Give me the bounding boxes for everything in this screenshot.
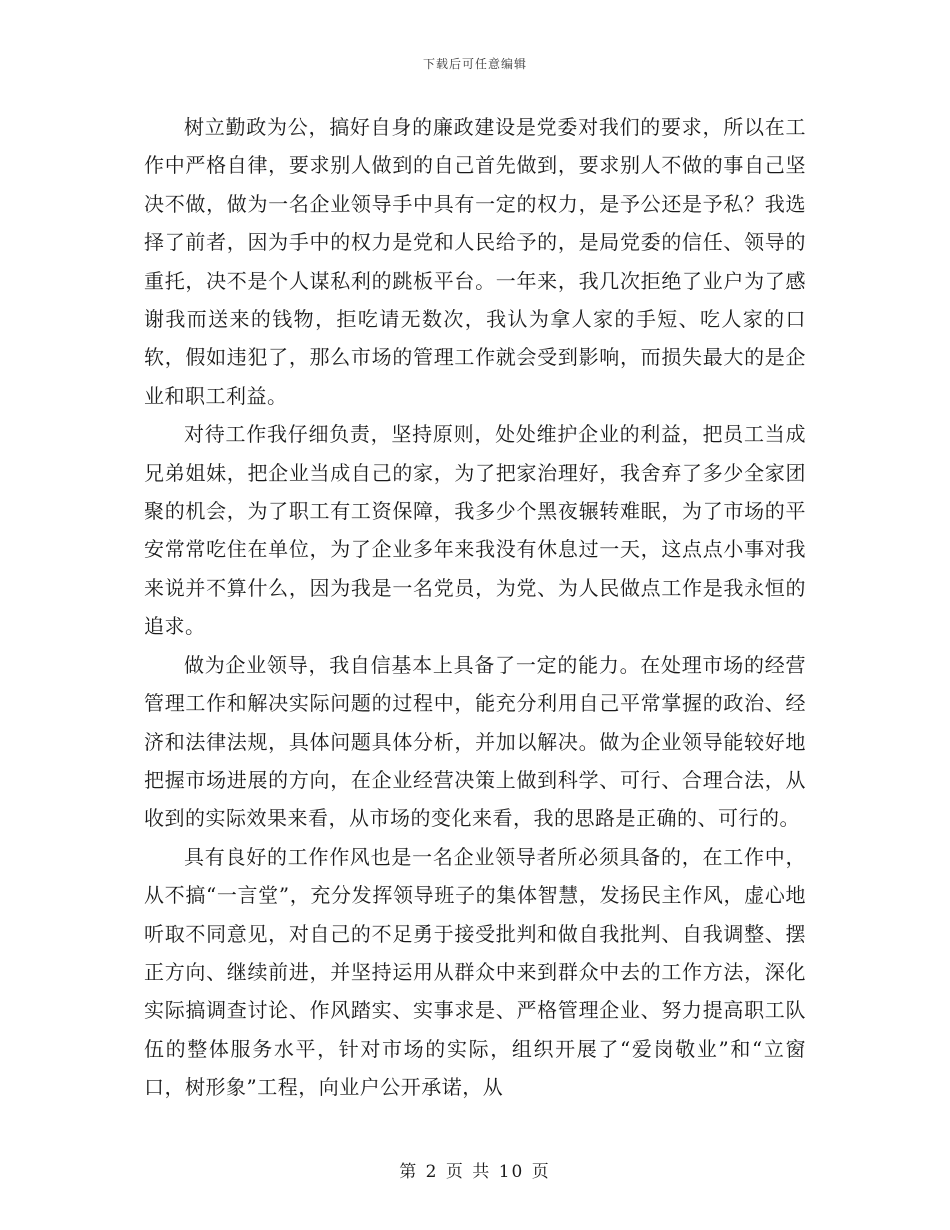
paragraph-2: 对待工作我仔细负责，坚持原则，处处维护企业的利益，把员工当成兄弟姐妹，把企业当成自己的家，为了把家治理好，我舍弃了多少全家团聚的机会，为了职工有工资保障，我多少个黑夜辗转难眠，为了市场的平安常常吃住在单位，为了企业多年来我没有休息过一天，这点点小事对我来说并不算什么，因为我是一名党员，为党、为人民做点工作是我永恒的追求。 bbox=[144, 422, 806, 639]
paragraph-4: 具有良好的工作作风也是一名企业领导者所必须具备的，在工作中，从不搞“一言堂”，充分发挥领导班子的集体智慧，发扬民主作风，虚心地听取不同意见，对自己的不足勇于接受批判和做自我批判、自我调整、摆正方向、继续前进，并坚持运用从群众中来到群众中去的工作方法，深化实际搞调查讨论、作风踏实、实事求是、严格管理企业、努力提高职工队伍的整体服务水平，针对市场的实际，组织开展了“爱岗敬业”和“立窗口，树形象”工程，向业户公开承诺，从 bbox=[144, 844, 806, 1100]
page-header: 下载后可任意编辑 bbox=[422, 57, 527, 71]
paragraph-3: 做为企业领导，我自信基本上具备了一定的能力。在处理市场的经营管理工作和解决实际问题的过程中，能充分利用自己平常掌握的政治、经济和法律法规，具体问题具体分析，并加以解决。做为企业领导能较好地把握市场进展的方向，在企业经营决策上做到科学、可行、合理合法，从收到的实际效果来看，从市场的变化来看，我的思路是正确的、可行的。 bbox=[144, 652, 806, 831]
paragraph-1: 树立勤政为公，搞好自身的廉政建设是党委对我们的要求，所以在工作中严格自律，要求别人做到的自己首先做到，要求别人不做的事自己坚决不做，做为一名企业领导手中具有一定的权力，是予公还是予私？我选择了前者，因为手中的权力是党和人民给予的，是局党委的信任、领导的重托，决不是个人谋私利的跳板平台。一年来，我几次拒绝了业户为了感谢我而送来的钱物，拒吃请无数次，我认为拿人家的手短、吃人家的口软，假如违犯了，那么市场的管理工作就会受到影响，而损失最大的是企业和职工利益。 bbox=[144, 115, 806, 408]
page-number-footer: 第 2 页 共 10 页 bbox=[399, 1162, 551, 1182]
document-body bbox=[144, 108, 806, 1107]
